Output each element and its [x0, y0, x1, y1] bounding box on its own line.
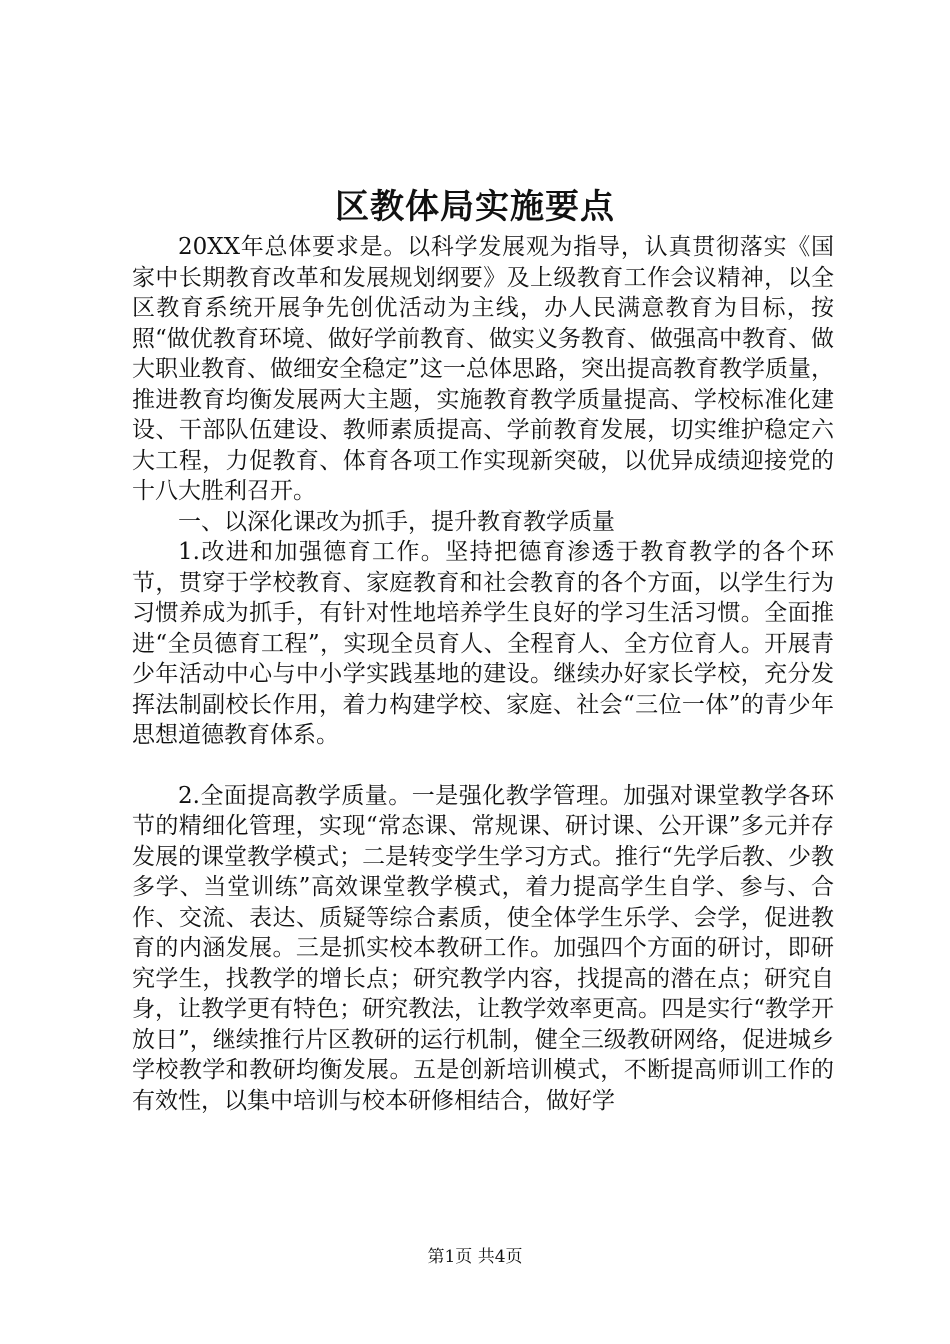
paragraph-overview: 20XX年总体要求是。以科学发展观为指导，认真贯彻落实《国家中长期教育改革和发展规划纲要》及上级教育工作会议精神，以全区教育系统开展争先创优活动为主线，办人民满意教育为目标，按照“做优教育环境、做好学前教育、做实义务教育、做强高中教育、做大职业教育、做细安全稳定”这一总体思路，突出提高教育教学质量，推进教育均衡发展两大主题，实施教育教学质量提高、学校标准化建设、干部队伍建设、教师素质提高、学前教育发展，切实维护稳定六大工程，力促教育、体育各项工作实现新突破，以优异成绩迎接党的十八大胜利召开。: [132, 234, 834, 504]
paragraph-teaching-quality: 2.全面提高教学质量。一是强化教学管理。加强对课堂教学各环节的精细化管理，实现“常态课、常规课、研讨课、公开课”多元并存发展的课堂教学模式；二是转变学生学习方式。推行“先学后教、少教多学、当堂训练”高效课堂教学模式，着力提高学生自学、参与、合作、交流、表达、质疑等综合素质，使全体学生乐学、会学，促进教育的内涵发展。三是抓实校本教研工作。加强四个方面的研讨，即研究学生，找教学的增长点；研究教学内容，找提高的潜在点；研究自身，让教学更有特色；研究教法，让教学效率更高。四是实行“教学开放日”，继续推行片区教研的运行机制，健全三级教研网络，促进城乡学校教学和教研均衡发展。五是创新培训模式，不断提高师训工作的有效性，以集中培训与校本研修相结合，做好学: [132, 782, 834, 1114]
document-body: [132, 232, 834, 1116]
section-heading-1: 一、以深化课改为抓手，提升教育教学质量: [178, 508, 615, 535]
document-title: 区教体局实施要点: [335, 187, 615, 227]
page-footer: 第1页 共4页: [427, 1247, 523, 1267]
paragraph-moral-education: 1.改进和加强德育工作。坚持把德育渗透于教育教学的各个环节，贯穿于学校教育、家庭教育和社会教育的各个方面，以学生行为习惯养成为抓手，有针对性地培养学生良好的学习生活习惯。全面推进“全员德育工程”，实现全员育人、全程育人、全方位育人。开展青少年活动中心与中小学实践基地的建设。继续办好家长学校，充分发挥法制副校长作用，着力构建学校、家庭、社会“三位一体”的青少年思想道德教育体系。: [132, 539, 834, 748]
